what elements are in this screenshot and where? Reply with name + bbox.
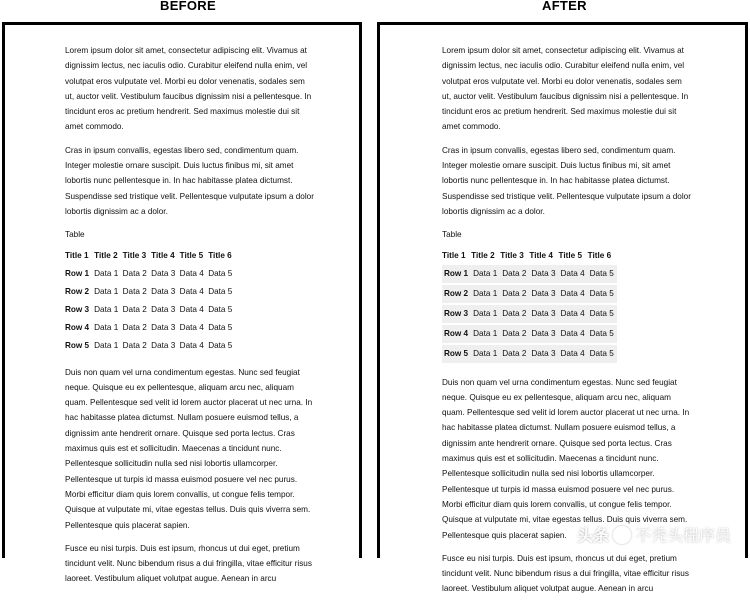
table-cell: Data 4 [559, 284, 588, 304]
table-row [65, 337, 237, 355]
table-cell: Data 5 [208, 304, 233, 314]
data-table [442, 247, 617, 365]
table-cell: Data 1 [94, 340, 119, 350]
table-cell: Data 5 [588, 284, 617, 304]
table-row [65, 301, 237, 319]
table-cell: Data 1 [471, 324, 500, 344]
table-cell: Data 1 [471, 304, 500, 324]
paragraph: Lorem ipsum dolor sit amet, consectetur adipiscing elit. Vivamus at dignissim lectus, nec iaculis odio. Curabitur eleifend nulla enim, vel volutpat eros vulputate vel. Morbi eu dolor venenatis, sodales sem ut, auctor velit. Vestibulum faucibus dignissim nisi a pellentesque. In tincidunt eros ac pretium hendrerit. Sed maximus molestie dui sit amet commodo. [65, 46, 312, 132]
column-header: Title 2 [94, 250, 118, 260]
column-header: Title 2 [471, 250, 495, 260]
table-caption: Table [65, 230, 85, 240]
table-cell: Data 3 [529, 324, 558, 344]
table-row [442, 284, 617, 304]
table-row [65, 265, 237, 283]
table-cell: Data 2 [500, 284, 529, 304]
column-header: Title 1 [65, 250, 89, 260]
table-row [442, 324, 617, 344]
column-header: Title 3 [122, 250, 147, 260]
row-header: Row 3 [65, 304, 90, 314]
watermark [577, 523, 731, 546]
column-header: Title 5 [179, 250, 204, 260]
table-cell: Data 4 [559, 344, 588, 364]
row-header: Row 1 [442, 265, 471, 284]
table-cell: Data 4 [179, 322, 204, 332]
table-cell: Data 5 [208, 340, 233, 350]
table-cell: Data 3 [151, 340, 176, 350]
row-header: Row 2 [65, 286, 90, 296]
table-header-row [442, 247, 617, 265]
table-cell: Data 3 [529, 265, 558, 284]
table-cell: Data 5 [208, 286, 233, 296]
column-header: Title 3 [500, 250, 524, 260]
table-cell: Data 2 [500, 344, 529, 364]
after-panel [377, 22, 748, 594]
table-cell: Data 3 [529, 344, 558, 364]
table-cell: Data 1 [471, 344, 500, 364]
at-icon [613, 526, 631, 544]
table-cell: Data 2 [500, 265, 529, 284]
column-header: Title 4 [151, 250, 175, 260]
table-cell: Data 4 [179, 340, 204, 350]
table-cell: Data 3 [529, 284, 558, 304]
row-header: Row 1 [65, 268, 90, 278]
table-cell: Data 2 [122, 322, 147, 332]
table-row [65, 319, 237, 337]
row-header: Row 4 [442, 324, 471, 344]
table-cell: Data 4 [179, 304, 204, 314]
before-panel [2, 22, 362, 584]
paragraph: Fusce eu nisi turpis. Duis est ipsum, rhoncus ut dui eget, pretium tincidunt velit. Nunc bibendum risus a dui fringilla, vitae efficitur risus laoreet. Vestibulum aliquet volutpat augue. Aenean in arcu [65, 543, 312, 584]
table-cell: Data 2 [122, 340, 147, 350]
table-cell: Data 5 [588, 265, 617, 284]
paragraph: Cras in ipsum convallis, egestas libero sed, condimentum quam. Integer molestie ornare suscipit. Duis luctus finibus mi, sit amet lobortis nunc pellentesque in. In hac habitasse platea dictumst. Suspendisse sed tristique velit. Pellentesque vulputate ipsum a dolor lobortis dignissim ac a dolor. [65, 145, 314, 216]
after-heading: AFTER [542, 0, 587, 13]
table-cell: Data 2 [122, 304, 147, 314]
column-header: Title 5 [558, 250, 583, 260]
paragraph: Duis non quam vel urna condimentum egestas. Nunc sed feugiat neque. Quisque eu ex pellentesque, aliquam arcu nec, aliquam quam. Pellentesque sed velit id lorem auctor placerat ut nec urna. In hac habitasse platea dictumst. Nullam posuere euismod tellus, a dignissim ante hendrerit ornare. Quisque sed porta lectus. Cras maximus quis est et sollicitudin. Maecenas a tincidunt nunc. Pellentesque sollicitudin nulla sed nisi lobortis ullamcorper. Pellentesque ut turpis id massa euismod posuere vel nec purus. Morbi efficitur diam quis lorem convallis, ut congue felis tempor. Quisque at vulputate mi, vitae egestas tellus. Duis quis viverra sem. Pellentesque quis placerat sapien. [65, 367, 313, 530]
table-cell: Data 1 [94, 304, 119, 314]
paragraph: Cras in ipsum convallis, egestas libero sed, condimentum quam. Integer molestie ornare suscipit. Duis luctus finibus mi, sit amet lobortis nunc pellentesque in. In hac habitasse platea dictumst. Suspendisse sed tristique velit. Pellentesque vulputate ipsum a dolor lobortis dignissim ac a dolor. [442, 145, 691, 216]
column-header: Title 6 [587, 250, 612, 260]
table-header-row [65, 247, 237, 265]
paragraph: Fusce eu nisi turpis. Duis est ipsum, rhoncus ut dui eget, pretium tincidunt velit. Nunc bibendum risus a dui fringilla, vitae efficitur risus laoreet. Vestibulum aliquet volutpat augue. Aenean in arcu [442, 553, 689, 594]
table-cell: Data 2 [122, 286, 147, 296]
table-cell: Data 1 [94, 322, 119, 332]
table-cell: Data 5 [208, 268, 233, 278]
document-content [442, 43, 692, 605]
table-cell: Data 3 [151, 322, 176, 332]
table-cell: Data 3 [529, 304, 558, 324]
document-content [65, 43, 315, 595]
table-cell: Data 1 [471, 284, 500, 304]
table-cell: Data 3 [151, 268, 176, 278]
row-header: Row 2 [442, 284, 471, 304]
table-row [65, 283, 237, 301]
table-cell: Data 1 [471, 265, 500, 284]
table-cell: Data 2 [500, 324, 529, 344]
table-cell: Data 3 [151, 304, 176, 314]
table-cell: Data 2 [122, 268, 147, 278]
paragraph: Lorem ipsum dolor sit amet, consectetur adipiscing elit. Vivamus at dignissim lectus, nec iaculis odio. Curabitur eleifend nulla enim, vel volutpat eros vulputate vel. Morbi eu dolor venenatis, sodales sem ut, auctor velit. Vestibulum faucibus dignissim nisi a pellentesque. In tincidunt eros ac pretium hendrerit. Sed maximus molestie dui sit amet commodo. [442, 46, 689, 132]
table-cell: Data 4 [559, 304, 588, 324]
table-cell: Data 3 [151, 286, 176, 296]
row-header: Row 3 [442, 304, 471, 324]
table-cell: Data 4 [559, 265, 588, 284]
column-header: Title 6 [208, 250, 232, 260]
before-heading: BEFORE [160, 0, 216, 13]
column-header: Title 1 [442, 250, 466, 260]
watermark-prefix: 头条 [576, 526, 609, 545]
table-row [442, 344, 617, 364]
table-cell: Data 1 [94, 268, 119, 278]
watermark-handle: 不秃头程序员 [634, 526, 731, 545]
paragraph: Duis non quam vel urna condimentum egestas. Nunc sed feugiat neque. Quisque eu ex pellentesque, aliquam arcu nec, aliquam quam. Pellentesque sed velit id lorem auctor placerat ut nec urna. In hac habitasse platea dictumst. Nullam posuere euismod tellus, a dignissim ante hendrerit ornare. Quisque sed porta lectus. Cras maximus quis est et sollicitudin. Maecenas a tincidunt nunc. Pellentesque sollicitudin nulla sed nisi lobortis ullamcorper. Pellentesque ut turpis id massa euismod posuere vel nec purus. Morbi efficitur diam quis lorem convallis, ut congue felis tempor. Quisque at vulputate mi, vitae egestas tellus. Duis quis viverra sem. Pellentesque quis placerat sapien. [442, 377, 690, 540]
table-cell: Data 4 [179, 286, 204, 296]
table-cell: Data 4 [559, 324, 588, 344]
table-cell: Data 2 [500, 304, 529, 324]
data-table [65, 247, 237, 355]
table-caption: Table [442, 230, 462, 240]
row-header: Row 4 [65, 322, 90, 332]
column-header: Title 4 [529, 250, 553, 260]
table-row [442, 265, 617, 284]
table-cell: Data 5 [588, 344, 617, 364]
table-cell: Data 5 [588, 324, 617, 344]
table-cell: Data 5 [588, 304, 617, 324]
table-cell: Data 4 [179, 268, 204, 278]
row-header: Row 5 [65, 340, 90, 350]
table-cell: Data 1 [94, 286, 119, 296]
table-cell: Data 5 [208, 322, 233, 332]
row-header: Row 5 [442, 344, 471, 364]
table-row [442, 304, 617, 324]
